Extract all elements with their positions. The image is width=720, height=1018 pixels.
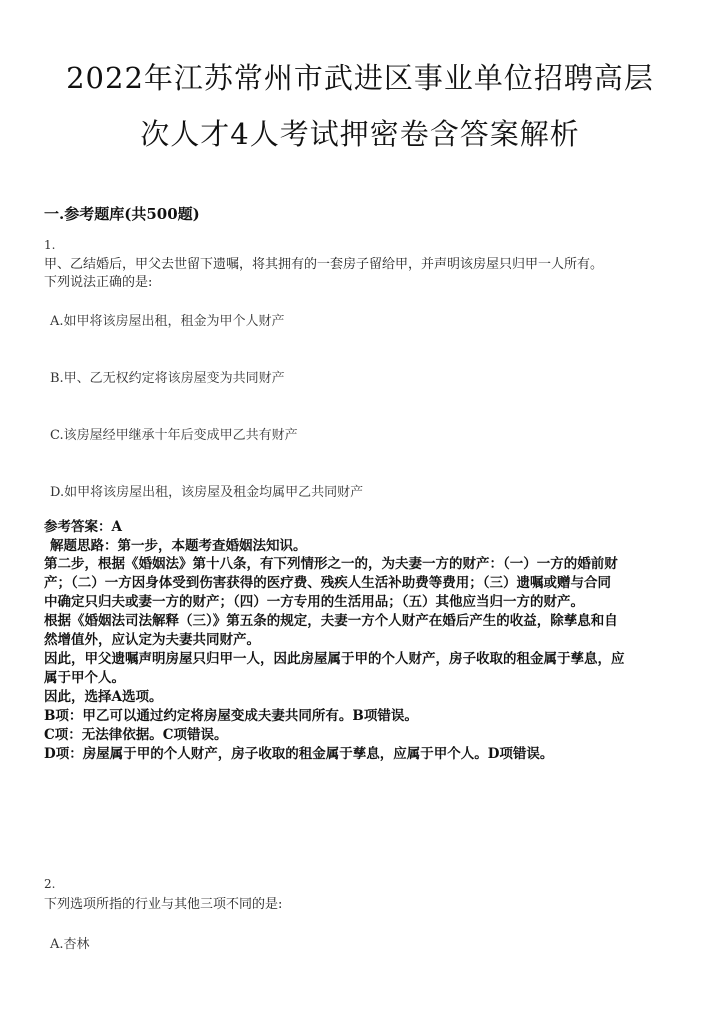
explanation-line: 然增值外，应认定为夫妻共同财产。	[44, 632, 260, 648]
explanation-line: 因此，选择A选项。	[44, 689, 163, 705]
explanation-line: C项：无法律依据。C项错误。	[44, 727, 228, 743]
question-stem-line: 下列选项所指的行业与其他三项不同的是:	[44, 897, 283, 912]
document-title-line-2: 次人才4人考试押密卷含答案解析	[140, 117, 580, 151]
explanation-line: 中确定只归夫或妻一方的财产；（四）一方专用的生活用品；（五）其他应当归一方的财产。	[44, 594, 584, 610]
explanation-line: 因此，甲父遗嘱声明房屋只归甲一人，因此房屋属于甲的个人财产，房子收取的租金属于孳息，应	[44, 651, 625, 667]
option-a: A.如甲将该房屋出租，租金为甲个人财产	[50, 314, 285, 329]
question-number: 1.	[44, 238, 56, 252]
section-heading: 一.参考题库(共500题)	[44, 205, 200, 223]
option-b: B.甲、乙无权约定将该房屋变为共同财产	[50, 371, 285, 386]
answer-label: 参考答案：A	[44, 519, 122, 535]
explanation-line: 属于甲个人。	[44, 670, 125, 686]
explanation-line: B项：甲乙可以通过约定将房屋变成夫妻共同所有。B项错误。	[44, 708, 418, 724]
option-c: C.该房屋经甲继承十年后变成甲乙共有财产	[50, 428, 298, 443]
explanation-line: 第二步，根据《婚姻法》第十八条，有下列情形之一的，为夫妻一方的财产：（一）一方的婚前财	[44, 556, 618, 572]
explanation-line: 根据《婚姻法司法解释（三）》第五条的规定，夫妻一方个人财产在婚后产生的收益，除孳息和自	[44, 613, 618, 629]
question-number: 2.	[44, 877, 56, 891]
option-d: D.如甲将该房屋出租，该房屋及租金均属甲乙共同财产	[50, 485, 364, 500]
explanation-line: 产；（二）一方因身体受到伤害获得的医疗费、残疾人生活补助费等费用；（三）遗嘱或赠与合同	[44, 575, 611, 591]
question-stem-line: 甲、乙结婚后，甲父去世留下遗嘱，将其拥有的一套房子留给甲，并声明该房屋只归甲一人所有。	[44, 257, 604, 272]
explanation-line: D项：房屋属于甲的个人财产，房子收取的租金属于孳息，应属于甲个人。D项错误。	[44, 746, 554, 762]
explanation-line: 解题思路：第一步，本题考查婚姻法知识。	[50, 538, 307, 554]
question-stem-line: 下列说法正确的是:	[44, 275, 153, 290]
option-a: A.杏林	[50, 937, 90, 952]
document-title-line-1: 2022年江苏常州市武进区事业单位招聘高层	[66, 61, 654, 95]
